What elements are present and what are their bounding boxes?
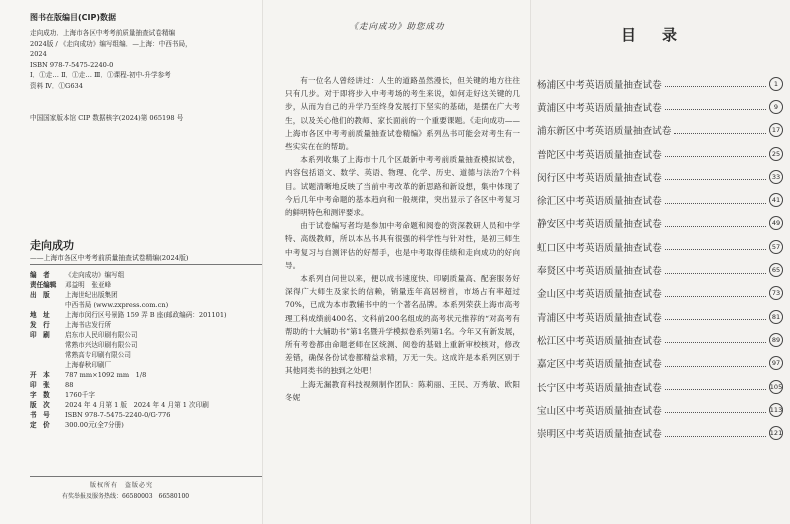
publication-value [65, 300, 262, 310]
publication-row [30, 300, 262, 310]
rights-notice: 版权所有 盗版必究 [90, 482, 154, 489]
toc-page-number: 89 [769, 333, 783, 347]
toc-page-number: 9 [769, 100, 783, 114]
publication-line: 上海市闵行区号景路 159 弄 B 座(邮政编码：201101) [65, 311, 227, 319]
publication-label: 开 本 [30, 371, 50, 379]
publication-label: 印 刷 [30, 331, 50, 339]
publication-line: 常熟高专印刷有限公司 [65, 351, 131, 359]
toc-page-number: 33 [769, 170, 783, 184]
toc-item[interactable] [537, 165, 783, 188]
toc-page-number: 105 [769, 380, 783, 394]
toc-item[interactable] [537, 188, 783, 211]
dot-leader [665, 383, 766, 390]
publication-value [65, 310, 262, 320]
dot-leader [674, 127, 766, 134]
dot-leader [665, 197, 766, 204]
toc-item[interactable] [537, 398, 783, 421]
publication-line: 300.00元(全7分册) [65, 421, 124, 429]
toc-item-title: 徐汇区中考英语质量抽查试卷 [537, 196, 662, 208]
publication-row [30, 280, 262, 290]
publication-row [30, 330, 262, 370]
dot-leader [665, 267, 766, 274]
cip-number: 中国国家版本馆 CIP 数据核字(2024)第 065198 号 [30, 114, 184, 122]
cip-block [30, 28, 255, 91]
toc-item-title: 静安区中考英语质量抽查试卷 [537, 219, 662, 231]
cip-classification: 资料 Ⅳ．①G634 [30, 81, 83, 90]
dot-leader [665, 173, 766, 180]
cip-line: 走向成功．上海市各区中考考前质量抽查试卷精编 [30, 29, 176, 37]
publication-row [30, 310, 262, 320]
publication-line: 启东市人民印刷有限公司 [65, 331, 138, 339]
dot-leader [665, 243, 766, 250]
publication-label: 字 数 [30, 391, 50, 399]
toc-item[interactable] [537, 258, 783, 281]
cip-isbn: ISBN 978-7-5475-2240-0 [30, 60, 114, 69]
toc-item[interactable] [537, 305, 783, 328]
toc-list [537, 72, 783, 445]
dot-leader [665, 406, 766, 413]
publication-label [30, 300, 65, 310]
toc-item-title: 松江区中考英语质量抽查试卷 [537, 335, 662, 347]
publication-info [30, 270, 262, 430]
publication-line: 上海春秋印刷厂 [65, 361, 112, 369]
publication-value [65, 410, 262, 420]
dot-leader [665, 336, 766, 343]
toc-item-title: 长宁区中考英语质量抽查试卷 [537, 382, 662, 394]
toc-item[interactable] [537, 421, 783, 444]
toc-item[interactable] [537, 95, 783, 118]
dot-leader [665, 430, 766, 437]
toc-item[interactable] [537, 142, 783, 165]
publication-line: 常熟市兴达印刷有限公司 [65, 341, 138, 349]
toc-item-title: 奉贤区中考英语质量抽查试卷 [537, 266, 662, 278]
publication-row [30, 370, 262, 380]
dot-leader [665, 103, 766, 110]
preface-paragraph: 本系列自问世以来，便以成书速度快、印刷质量高、配套服务好深得广大师生及家长的信赖，销量连年高居榜首，市场占有率超过70%，已成为本市教辅书中的一个著名品牌。本系列荣获上海市高考理工科成绩前400名、文科前200名组成的高考状元推荐的“对高考有帮助的十大辅助书”第1名暨升学模拟卷系列第1名。今年又有新发展，所有考卷都由命题老师在区统测、阅卷的基础上重新审校核对，修改差错，确保各份试卷都精益求精，万无一失。这成许是本系列区别于其他同类书的独到之处吧！ [285, 274, 520, 376]
toc-page-number: 121 [769, 426, 783, 440]
toc-page-number: 81 [769, 310, 783, 324]
cip-title: 图书在版编目(CIP)数据 [30, 13, 117, 22]
preface-paragraph: 有一位名人曾经讲过：人生的道路虽然漫长，但关键的地方往往只有几步。对于即将步入中考考场的考生来说，如何走好这关键的几步，从而为自己的升学乃至终身发展打下坚实的基础，是摆在广大考生，以及关心他们的教师、家长面前的一个重要课题。《走向成功——上海市各区中考考前质量抽查试卷精编》系列丛书可能会对考生有一些实实在在的帮助。 [285, 76, 520, 152]
dot-leader [665, 80, 766, 87]
toc-item-title: 黄浦区中考英语质量抽查试卷 [537, 102, 662, 114]
publication-line: 中西书局 (www.zxpress.com.cn) [65, 301, 169, 309]
publication-value [65, 400, 262, 410]
toc-item[interactable] [537, 119, 783, 142]
dot-leader [665, 150, 766, 157]
toc-item-title: 金山区中考英语质量抽查试卷 [537, 289, 662, 301]
publication-row [30, 380, 262, 390]
toc-item-title: 普陀区中考英语质量抽查试卷 [537, 149, 662, 161]
toc-page-number: 1 [769, 77, 783, 91]
toc-item[interactable] [537, 375, 783, 398]
toc-item-title: 虹口区中考英语质量抽查试卷 [537, 242, 662, 254]
toc-item-title: 杨浦区中考英语质量抽查试卷 [537, 79, 662, 91]
dot-leader [665, 290, 766, 297]
preface-paragraph: 上海无漏教育科技视频制作团队：陈莉丽、王民、万秀敏、欧阳冬妮 [285, 379, 520, 402]
toc-item-title: 青浦区中考英语质量抽查试卷 [537, 312, 662, 324]
publication-row [30, 410, 262, 420]
preface-text [285, 74, 520, 404]
toc-page-number: 17 [769, 123, 783, 137]
publication-row [30, 390, 262, 400]
publication-line: 邓益明 张亚峰 [65, 281, 112, 289]
book-subtitle: ——上海市各区中考考前质量抽查试卷精编(2024版) [30, 254, 189, 262]
dot-leader [665, 220, 766, 227]
publication-value [65, 320, 262, 330]
toc-page [530, 0, 790, 524]
cip-line: 2024 [30, 50, 47, 58]
toc-page-number: 25 [769, 147, 783, 161]
cip-line: 2024版 / 《走向成功》编写组编．—上海：中西书局， [30, 39, 192, 48]
hotline: 有奖举报及服务热线：66580003 66580100 [62, 493, 190, 500]
publication-line: 上海世纪出版集团 [65, 291, 118, 299]
toc-item-title: 宝山区中考英语质量抽查试卷 [537, 405, 662, 417]
preface-paragraph: 本系列收集了上海市十几个区最新中考考前质量抽查模拟试卷，内容包括语文、数学、英语、物理、化学、历史、道德与法治7个科目。试题清晰地反映了当前中考改革的新思路和新设想，集中体现了今后几年中考命题的基本趋向和一般规律，突出显示了各区中考复习的鲜明特色和测评要求。 [285, 155, 520, 218]
publication-row [30, 270, 262, 280]
toc-page-number: 73 [769, 286, 783, 300]
toc-item[interactable] [537, 235, 783, 258]
publication-row [30, 400, 262, 410]
toc-title: 目录 [621, 26, 704, 44]
publication-line: ISBN 978-7-5475-2240-0/G·776 [65, 411, 171, 419]
toc-item[interactable] [537, 212, 783, 235]
publication-line: 787 mm×1092 mm 1/8 [65, 371, 147, 379]
book-title: 走向成功 [30, 239, 74, 252]
publication-value [65, 280, 262, 290]
toc-page-number: 57 [769, 240, 783, 254]
divider [30, 264, 266, 265]
toc-item-title: 崇明区中考英语质量抽查试卷 [537, 429, 662, 441]
toc-page-number: 65 [769, 263, 783, 277]
toc-page-number: 41 [769, 193, 783, 207]
publication-line: 1760千字 [65, 391, 95, 399]
toc-item[interactable] [537, 282, 783, 305]
dot-leader [665, 360, 766, 367]
toc-item-title: 嘉定区中考英语质量抽查试卷 [537, 359, 662, 371]
publication-label: 定 价 [30, 421, 50, 429]
publication-label: 书 号 [30, 411, 50, 419]
publication-label: 编 者 [30, 271, 50, 279]
slogan: 《走向成功》助您成功 [349, 22, 445, 32]
publication-row [30, 320, 262, 330]
publication-value [65, 380, 262, 390]
publication-value [65, 370, 262, 380]
preface-paragraph: 由于试卷编写者均是参加中考命题和阅卷的资深教研人员和中学特、高级教师，所以本丛书具有很强的科学性与针对性，是初三师生中考复习与自测评估的好帮手，也是中考取得佳绩和走向成功的好向导。 [285, 221, 520, 270]
publication-row [30, 290, 262, 300]
toc-page-number: 113 [769, 403, 783, 417]
toc-item-title: 浦东新区中考英语质量抽查试卷 [537, 126, 672, 138]
publication-label: 版 次 [30, 401, 50, 409]
publication-value [65, 420, 262, 430]
toc-page-number: 97 [769, 356, 783, 370]
publication-line: 2024 年 4 月第 1 版 2024 年 4 月第 1 次印刷 [65, 401, 209, 409]
toc-item[interactable] [537, 72, 783, 95]
divider [30, 476, 266, 477]
toc-item[interactable] [537, 328, 783, 351]
publication-value [65, 290, 262, 300]
publication-value [65, 330, 262, 370]
publication-line: 上海书店发行所 [65, 321, 112, 329]
toc-item[interactable] [537, 352, 783, 375]
dot-leader [665, 313, 766, 320]
preface-page [262, 0, 531, 524]
publication-line: 88 [65, 381, 74, 389]
publication-label: 印 张 [30, 381, 50, 389]
toc-page-number: 49 [769, 216, 783, 230]
publication-label: 发 行 [30, 321, 50, 329]
copyright-page [0, 0, 262, 524]
cip-classification: Ⅰ．①走… Ⅱ．①走… Ⅲ．①课程-初中-升学参考 [30, 71, 171, 79]
publication-label: 出 版 [30, 291, 50, 299]
toc-item-title: 闵行区中考英语质量抽查试卷 [537, 172, 662, 184]
publication-value [65, 270, 262, 280]
publication-label: 责任编辑 [30, 281, 57, 289]
publication-line: 《走向成功》编写组 [65, 271, 125, 279]
publication-row [30, 420, 262, 430]
publication-value [65, 390, 262, 400]
publication-label: 地 址 [30, 311, 50, 319]
